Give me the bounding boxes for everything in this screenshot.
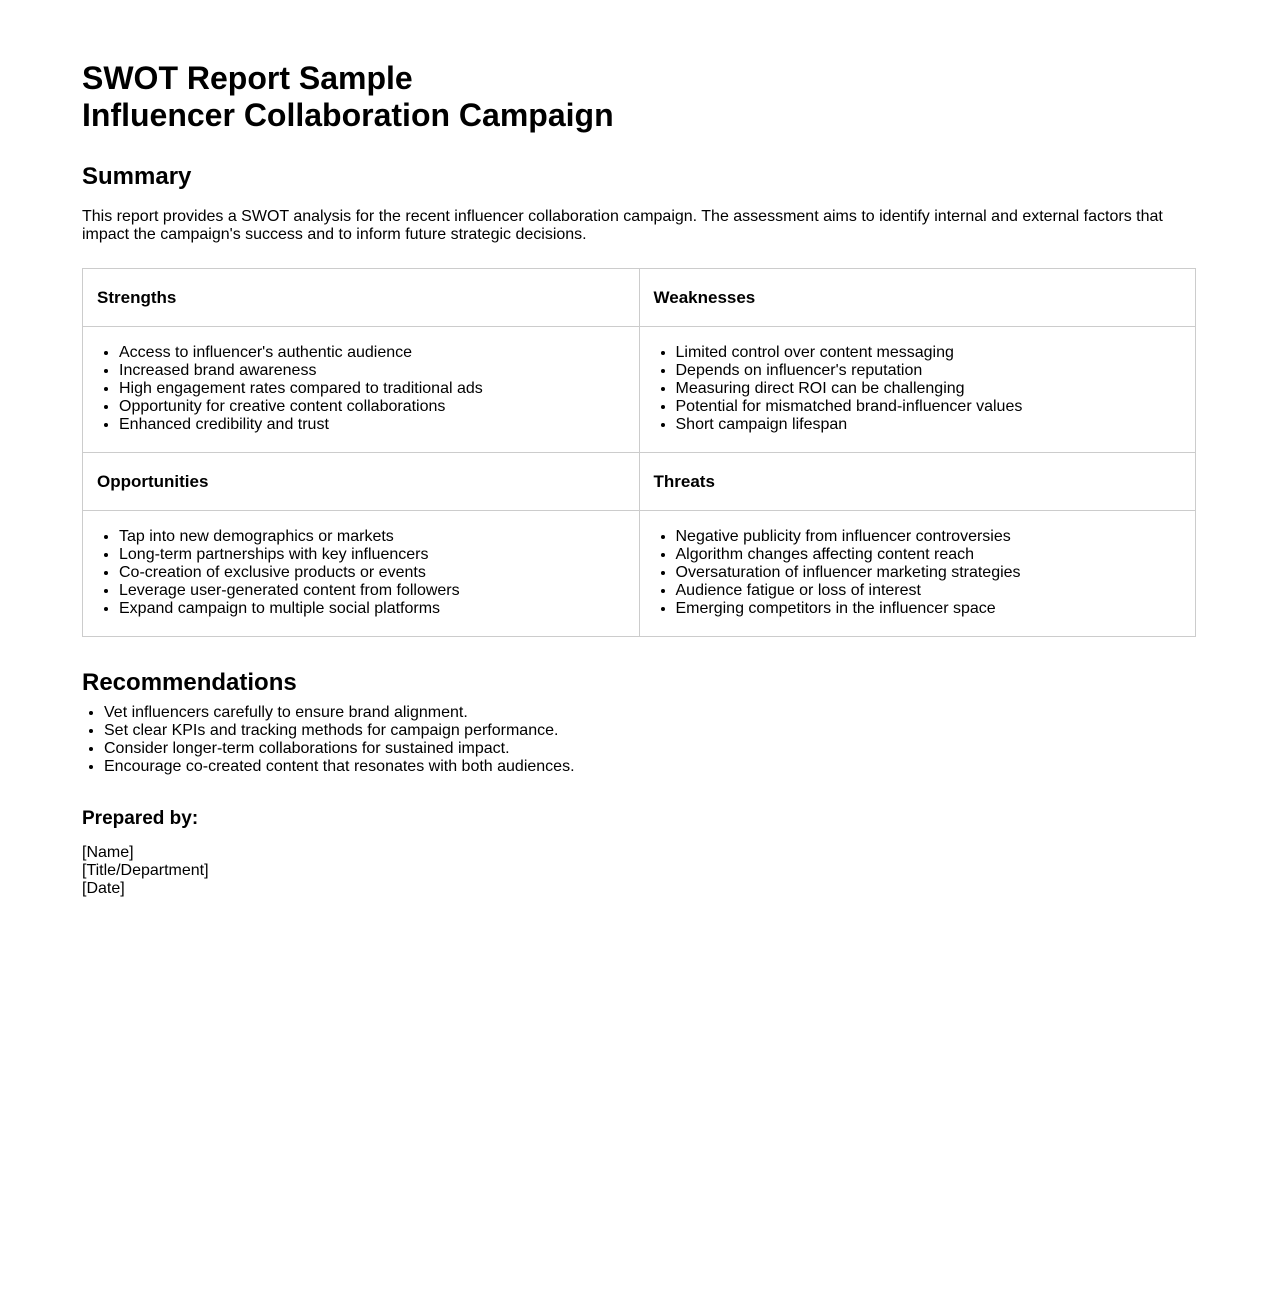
weaknesses-heading: Weaknesses bbox=[639, 269, 1196, 327]
list-item: • Short campaign lifespan bbox=[676, 416, 1182, 434]
list-item: • Leverage user-generated content from followers bbox=[119, 582, 625, 600]
strengths-cell bbox=[83, 327, 640, 453]
opportunities-cell bbox=[83, 511, 640, 637]
swot-body-row-2 bbox=[83, 511, 1196, 637]
list-item: • Measuring direct ROI can be challenging bbox=[676, 380, 1182, 398]
prepared-by-heading: Prepared by: bbox=[82, 808, 199, 829]
threats-cell bbox=[639, 511, 1196, 637]
list-item: • Encourage co-created content that resonates with both audiences. bbox=[104, 758, 1196, 776]
list-item: • Expand campaign to multiple social platforms bbox=[119, 600, 625, 618]
list-item: • Limited control over content messaging bbox=[676, 344, 1182, 362]
prepared-by-block bbox=[82, 844, 1196, 898]
summary-text: This report provides a SWOT analysis for the recent influencer collaboration campaign. The assessment aims to identify internal and external factors that impact the campaign's success and to inform future strategic decisions. bbox=[82, 208, 1163, 243]
recommendations-heading: Recommendations bbox=[82, 669, 297, 696]
list-item: • Oversaturation of influencer marketing strategies bbox=[676, 564, 1182, 582]
page-title-line-1: SWOT Report Sample bbox=[82, 60, 413, 96]
list-item: • Enhanced credibility and trust bbox=[119, 416, 625, 434]
swot-header-row-1 bbox=[83, 269, 1196, 327]
list-item: • Vet influencers carefully to ensure brand alignment. bbox=[104, 704, 1196, 722]
list-item: • Increased brand awareness bbox=[119, 362, 625, 380]
swot-table bbox=[82, 268, 1196, 637]
weaknesses-list bbox=[654, 344, 1182, 434]
list-item: • Potential for mismatched brand-influencer values bbox=[676, 398, 1182, 416]
recommendations-list bbox=[82, 704, 1196, 776]
swot-body-row-1 bbox=[83, 327, 1196, 453]
list-item: • Algorithm changes affecting content reach bbox=[676, 546, 1182, 564]
opportunities-list bbox=[97, 528, 625, 618]
weaknesses-cell bbox=[639, 327, 1196, 453]
strengths-list bbox=[97, 344, 625, 434]
page-title-line-2: Influencer Collaboration Campaign bbox=[82, 97, 614, 133]
page-title bbox=[82, 0, 1196, 134]
list-item: • Opportunity for creative content collaborations bbox=[119, 398, 625, 416]
list-item: • Audience fatigue or loss of interest bbox=[676, 582, 1182, 600]
list-item: • Depends on influencer's reputation bbox=[676, 362, 1182, 380]
prepared-by-name: [Name] bbox=[82, 844, 134, 861]
prepared-by-date: [Date] bbox=[82, 880, 125, 897]
strengths-heading: Strengths bbox=[83, 269, 640, 327]
list-item: • High engagement rates compared to traditional ads bbox=[119, 380, 625, 398]
list-item: • Tap into new demographics or markets bbox=[119, 528, 625, 546]
list-item: • Access to influencer's authentic audience bbox=[119, 344, 625, 362]
list-item: • Long-term partnerships with key influencers bbox=[119, 546, 625, 564]
swot-header-row-2 bbox=[83, 453, 1196, 511]
prepared-by-title-department: [Title/Department] bbox=[82, 862, 209, 879]
summary-heading: Summary bbox=[82, 163, 192, 190]
list-item: • Negative publicity from influencer controversies bbox=[676, 528, 1182, 546]
threats-heading: Threats bbox=[639, 453, 1196, 511]
opportunities-heading: Opportunities bbox=[83, 453, 640, 511]
threats-list bbox=[654, 528, 1182, 618]
list-item: • Consider longer-term collaborations for sustained impact. bbox=[104, 740, 1196, 758]
list-item: • Emerging competitors in the influencer space bbox=[676, 600, 1182, 618]
list-item: • Set clear KPIs and tracking methods for campaign performance. bbox=[104, 722, 1196, 740]
list-item: • Co-creation of exclusive products or events bbox=[119, 564, 625, 582]
